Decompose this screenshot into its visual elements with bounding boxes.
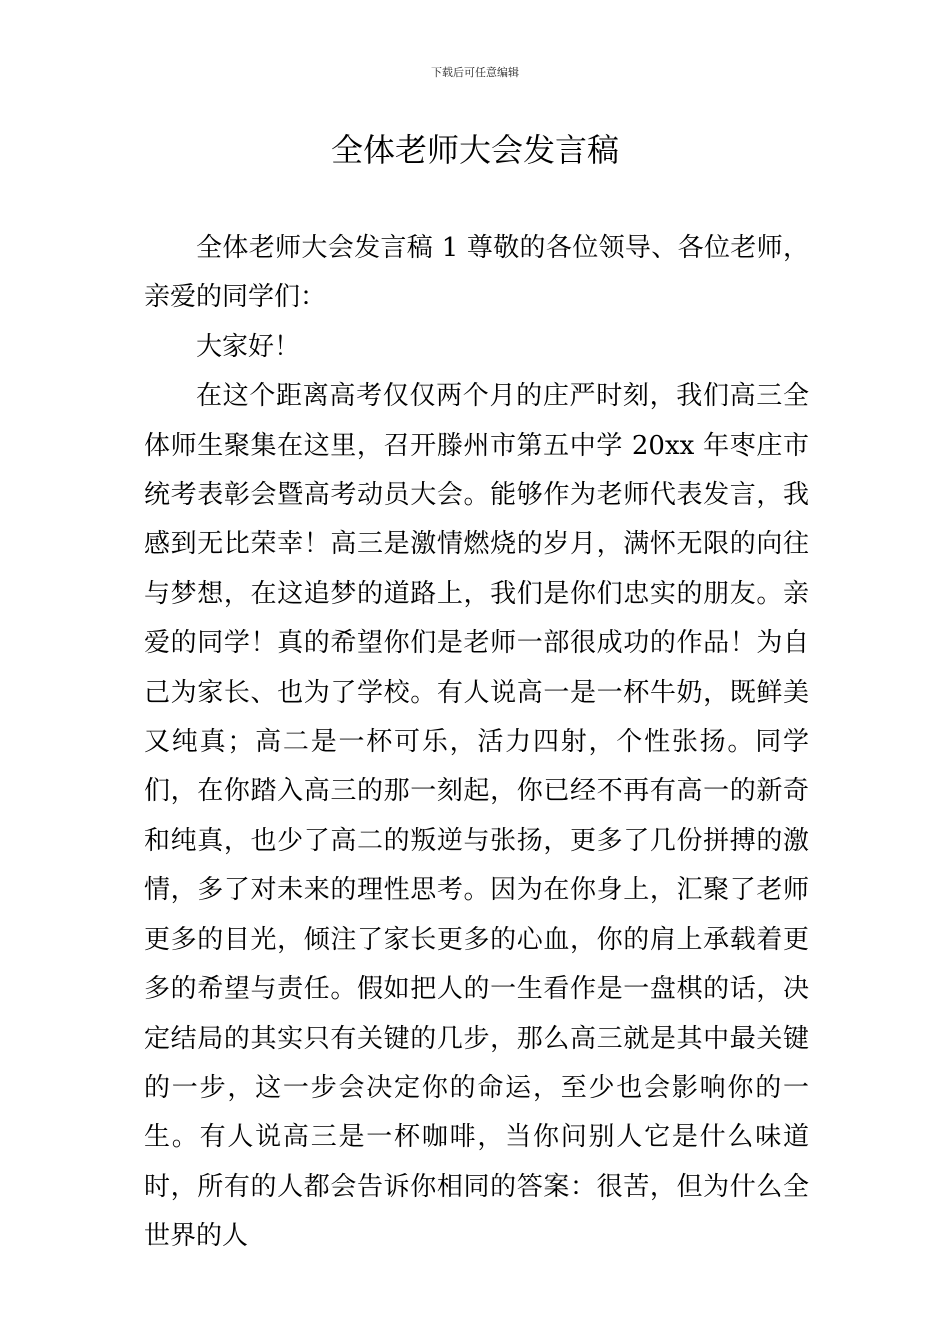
paragraph-hello: 大家好！ (196, 331, 301, 362)
document-body (144, 224, 809, 1262)
paragraph-main: 在这个距离高考仅仅两个月的庄严时刻，我们高三全体师生聚集在这里，召开滕州市第五中学 20xx 年枣庄市统考表彰会暨高考动员大会。能够作为老师代表发言，我感到无比荣幸！高三是激情燃烧的岁月，满怀无限的向往与梦想，在这追梦的道路上，我们是你们忠实的朋友。亲爱的同学！真的希望你们是老师一部很成功的作品！为自己为家长、也为了学校。有人说高一是一杯牛奶，既鲜美又纯真；高二是一杯可乐，活力四射，个性张扬。同学们，在你踏入高三的那一刻起，你已经不再有高一的新奇和纯真，也少了高二的叛逆与张扬，更多了几份拼搏的激情，多了对未来的理性思考。因为在你身上，汇聚了老师更多的目光，倾注了家长更多的心血，你的肩上承载着更多的希望与责任。假如把人的一生看作是一盘棋的话，决定结局的其实只有关键的几步，那么高三就是其中最关键的一步，这一步会决定你的命运，至少也会影响你的一生。有人说高三是一杯咖啡，当你问别人它是什么味道时，所有的人都会告诉你相同的答案：很苦，但为什么全世界的人 (144, 381, 809, 1252)
document-title: 全体老师大会发言稿 (330, 131, 619, 169)
paragraph-greeting: 全体老师大会发言稿 1 尊敬的各位领导、各位老师，亲爱的同学们： (144, 233, 809, 313)
header-note: 下载后可任意编辑 (431, 66, 519, 79)
